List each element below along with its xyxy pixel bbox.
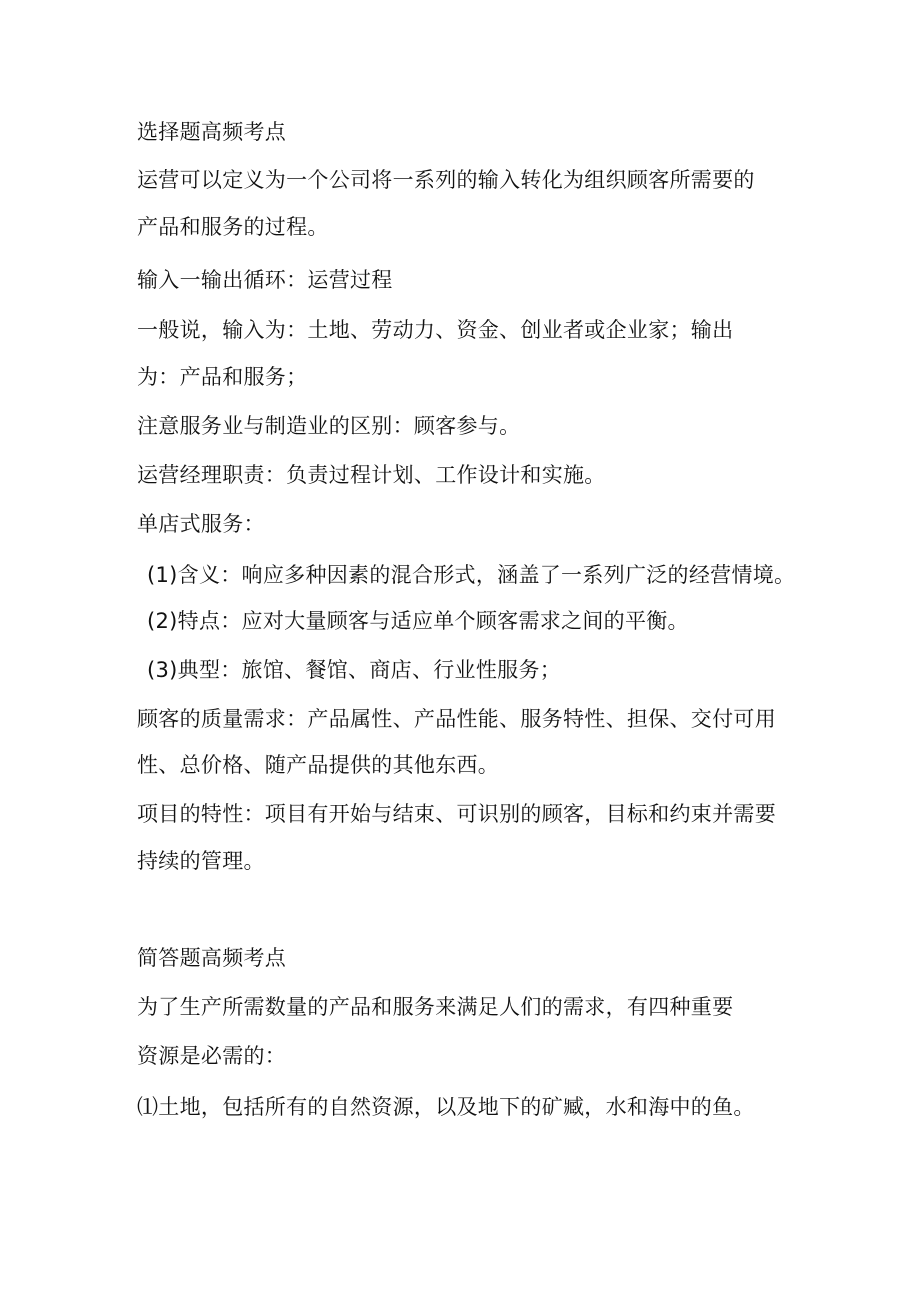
paragraph-line: 运营经理职责：负责过程计划、工作设计和实施。	[137, 463, 606, 487]
section-heading-choice: 选择题高频考点	[137, 120, 287, 144]
paragraph-line: 产品和服务的过程。	[137, 215, 329, 239]
paragraph-line: 为了生产所需数量的产品和服务来满足人们的需求，有四种重要	[137, 995, 734, 1019]
paragraph-line: 一般说，输入为：土地、劳动力、资金、创业者或企业家；输出	[137, 318, 734, 342]
list-item: (1)含义：响应多种因素的混合形式，涵盖了一系列广泛的经营情境。	[147, 563, 796, 587]
paragraph-line: 资源是必需的：	[137, 1044, 287, 1068]
paragraph-line: 运营可以定义为一个公司将一系列的输入转化为组织顾客所需要的	[137, 168, 755, 192]
paragraph-line: ⑴土地，包括所有的自然资源，以及地下的矿臧，水和海中的鱼。	[137, 1095, 755, 1119]
paragraph-line: 顾客的质量需求：产品属性、产品性能、服务特性、担保、交付可用	[137, 707, 776, 731]
paragraph-line: 项目的特性：项目有开始与结束、可识别的顾客，目标和约束并需要	[137, 802, 776, 826]
list-item: (2)特点：应对大量顾客与适应单个顾客需求之间的平衡。	[147, 609, 689, 633]
paragraph-line: 持续的管理。	[137, 849, 265, 873]
section-heading-short-answer: 简答题高频考点	[137, 946, 287, 970]
paragraph-line: 性、总价格、随产品提供的其他东西。	[137, 753, 500, 777]
paragraph-line: 注意服务业与制造业的区别：顾客参与。	[137, 414, 521, 438]
paragraph-line: 输入一输出循环：运营过程	[137, 268, 393, 292]
list-item: (3)典型：旅馆、餐馆、商店、行业性服务；	[147, 658, 562, 682]
paragraph-line: 单店式服务：	[137, 512, 265, 536]
paragraph-line: 为：产品和服务；	[137, 365, 308, 389]
